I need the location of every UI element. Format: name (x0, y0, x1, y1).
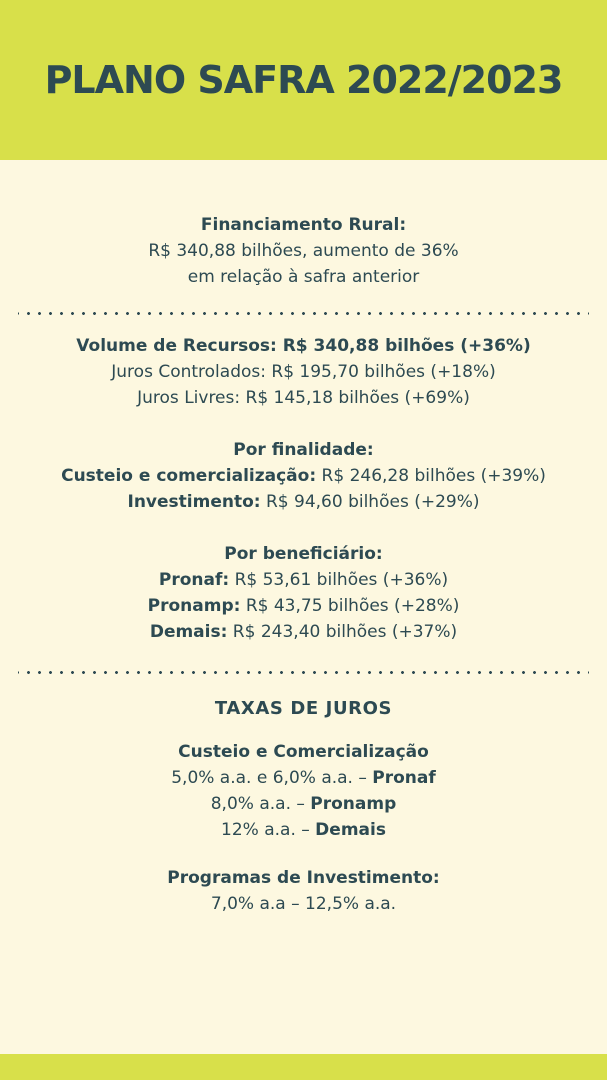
taxas-section (18, 698, 589, 921)
taxas-custeio-item (18, 791, 589, 817)
intro-section (18, 212, 589, 290)
taxas-custeio-group (18, 739, 589, 843)
beneficiario-item (18, 567, 589, 593)
beneficiario-item-value: R$ 43,75 bilhões (+28%) (240, 596, 460, 616)
content-area (0, 160, 607, 1054)
beneficiario-section (18, 541, 589, 645)
finalidade-item-value: R$ 246,28 bilhões (+39%) (316, 466, 546, 486)
taxas-investimento-value: 7,0% a.a – 12,5% a.a. (210, 894, 397, 914)
beneficiario-item (18, 593, 589, 619)
beneficiario-item-label: Demais: (149, 622, 228, 642)
divider-top (18, 312, 589, 315)
finalidade-section (18, 437, 589, 515)
beneficiario-item-value: R$ 53,61 bilhões (+36%) (229, 570, 449, 590)
recursos-item: Juros Controlados: R$ 195,70 bilhões (+18%) (111, 362, 496, 382)
beneficiario-heading: Por beneficiário: (224, 544, 383, 564)
intro-line-2: em relação à safra anterior (187, 267, 420, 287)
taxas-investimento-heading: Programas de Investimento: (167, 868, 440, 888)
taxas-custeio-item (18, 765, 589, 791)
beneficiario-item-label: Pronaf: (158, 570, 230, 590)
recursos-section (18, 333, 589, 411)
finalidade-heading: Por finalidade: (233, 440, 374, 460)
recursos-heading: Volume de Recursos: R$ 340,88 bilhões (+36%) (76, 336, 531, 356)
finalidade-item (18, 489, 589, 515)
intro-line-1: R$ 340,88 bilhões, aumento de 36% (148, 241, 459, 261)
finalidade-item (18, 463, 589, 489)
beneficiario-item-value: R$ 243,40 bilhões (+37%) (227, 622, 458, 642)
footer-band (0, 1054, 607, 1080)
intro-heading: Financiamento Rural: (200, 215, 407, 235)
taxas-custeio-item-label: Pronaf (372, 768, 436, 788)
taxas-custeio-item-value: 8,0% a.a. – (210, 794, 311, 814)
taxas-custeio-heading: Custeio e Comercialização (178, 742, 429, 762)
beneficiario-item (18, 619, 589, 645)
finalidade-item-value: R$ 94,60 bilhões (+29%) (260, 492, 480, 512)
taxas-investimento-group (18, 865, 589, 917)
beneficiario-item-label: Pronamp: (147, 596, 241, 616)
taxas-custeio-item-value: 5,0% a.a. e 6,0% a.a. – (171, 768, 373, 788)
bottom-spacer (18, 921, 589, 931)
page-title: PLANO SAFRA 2022/2023 (44, 58, 563, 102)
finalidade-item-label: Custeio e comercialização: (61, 466, 317, 486)
taxas-title: TAXAS DE JUROS (214, 698, 393, 719)
taxas-custeio-item (18, 817, 589, 843)
recursos-item: Juros Livres: R$ 145,18 bilhões (+69%) (137, 388, 470, 408)
taxas-custeio-item-value: 12% a.a. – (221, 820, 316, 840)
taxas-custeio-item-label: Pronamp (310, 794, 397, 814)
divider-bottom (18, 671, 589, 674)
header-band (0, 0, 607, 160)
finalidade-item-label: Investimento: (127, 492, 261, 512)
taxas-custeio-item-label: Demais (315, 820, 386, 840)
